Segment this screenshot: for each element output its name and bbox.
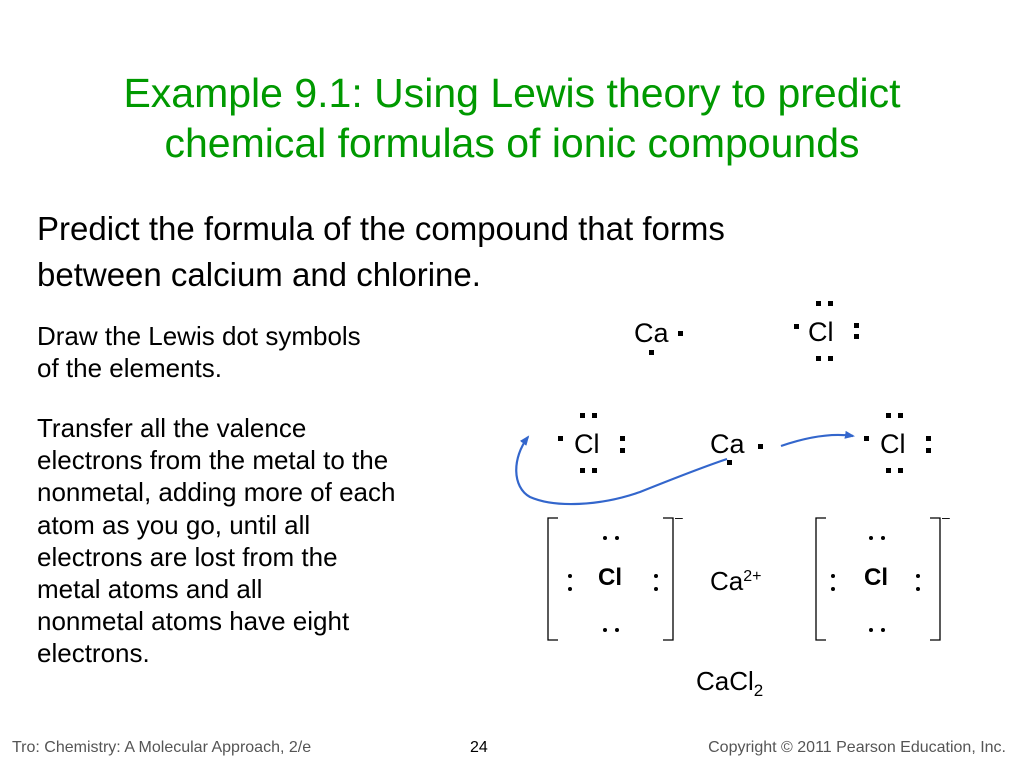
step-2-line: electrons from the metal to the bbox=[37, 445, 389, 476]
step-2-line: electrons. bbox=[37, 638, 150, 669]
symbol-ca: Ca bbox=[710, 429, 745, 459]
title-line-2: chemical formulas of ionic compounds bbox=[164, 120, 860, 166]
symbol-cl: Cl bbox=[864, 564, 888, 591]
calcium-ion bbox=[710, 562, 762, 596]
electron-dot bbox=[831, 587, 835, 591]
symbol-cl: Cl bbox=[880, 429, 906, 459]
electron-dot bbox=[603, 536, 607, 540]
cation-symbol: Ca bbox=[710, 566, 744, 596]
electron-dot bbox=[568, 587, 572, 591]
cation-charge: 2+ bbox=[743, 568, 762, 585]
step-2-line: nonmetal atoms have eight bbox=[37, 606, 350, 637]
problem-line-2: between calcium and chlorine. bbox=[37, 256, 481, 293]
step-1-line-2: of the elements. bbox=[37, 353, 222, 383]
anion-charge-left: – bbox=[675, 509, 683, 525]
formula-main: CaCl bbox=[696, 666, 754, 696]
chloride-ion-right bbox=[826, 525, 936, 635]
symbol-cl: Cl bbox=[598, 564, 622, 591]
electron-dot bbox=[654, 574, 658, 578]
problem-line-1: Predict the formula of the compound that forms bbox=[37, 210, 725, 247]
chloride-ion-left bbox=[560, 525, 670, 635]
step-2-line: electrons are lost from the bbox=[37, 541, 338, 572]
footer-copyright: Copyright © 2011 Pearson Education, Inc. bbox=[708, 739, 1006, 756]
electron-dot bbox=[881, 628, 885, 632]
electron-dot bbox=[615, 628, 619, 632]
electron-dot bbox=[869, 536, 873, 540]
transfer-arrow-left bbox=[516, 437, 727, 504]
step-1-line-1: Draw the Lewis dot symbols bbox=[37, 321, 361, 351]
formula-subscript: 2 bbox=[753, 681, 764, 700]
compound-formula bbox=[696, 666, 763, 706]
step-2-line: nonmetal, adding more of each bbox=[37, 477, 396, 508]
electron-dot bbox=[881, 536, 885, 540]
electron-dot bbox=[654, 587, 658, 591]
electron-dot bbox=[603, 628, 607, 632]
electron-dot bbox=[831, 574, 835, 578]
symbol-cl: Cl bbox=[808, 317, 834, 347]
step-2-line: Transfer all the valence bbox=[37, 413, 307, 443]
step-2-line: atom as you go, until all bbox=[37, 509, 311, 540]
electron-dot bbox=[916, 574, 920, 578]
anion-charge-right: – bbox=[942, 509, 950, 525]
footer-source: Tro: Chemistry: A Molecular Approach, 2/e bbox=[12, 739, 312, 756]
step-2-line: metal atoms and all bbox=[37, 574, 263, 605]
electron-dot bbox=[916, 587, 920, 591]
electron-dot bbox=[568, 574, 572, 578]
symbol-ca: Ca bbox=[634, 318, 669, 348]
electron-dot bbox=[869, 628, 873, 632]
page-number: 24 bbox=[470, 739, 488, 756]
transfer-arrow-right bbox=[781, 435, 853, 446]
symbol-cl: Cl bbox=[574, 429, 600, 459]
electron-dot bbox=[615, 536, 619, 540]
title-line-1: Example 9.1: Using Lewis theory to predict bbox=[123, 70, 901, 116]
